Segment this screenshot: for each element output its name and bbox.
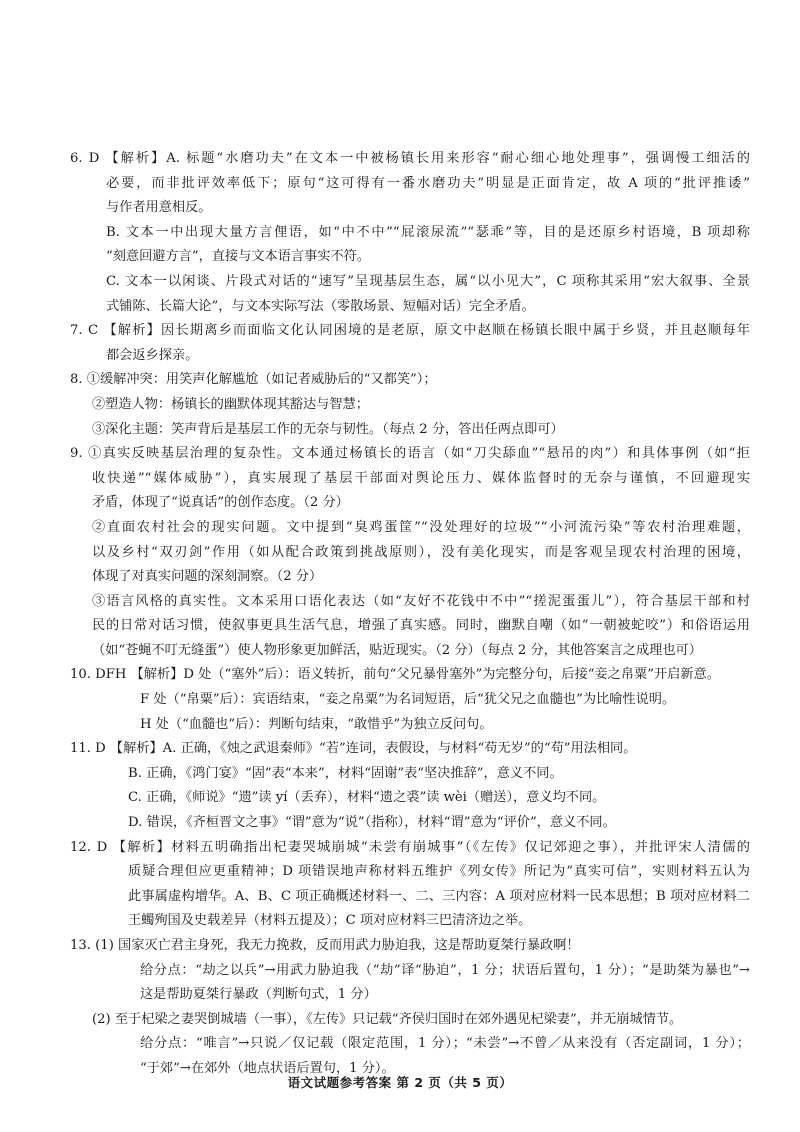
q10-line-1: 10. DFH 【解析】D 处（“塞外”后）：语义转折，前句“父兄暴骨塞外”为完整分句，后接“妾之帛粟”开启新意。 xyxy=(70,667,720,683)
q11-line-3: C. 正确，《师说》“遗”读 yí（丢弃），材料“遗之裘”读 wèi（赠送），意义均不同。 xyxy=(128,790,606,806)
q6-line-1: 6. D 【解析】A. 标题“水磨功夫”在文本一中被杨镇长用来形容“耐心细心地处理事”，强调慢工细活的 xyxy=(70,151,750,166)
q9-line-1: 9. ①真实反映基层治理的复杂性。文本通过杨镇长的语言（如“刀尖舔血”“悬吊的肉”）和具体事例（如“拒 xyxy=(70,446,750,462)
q8-line-2: ②塑造人物：杨镇长的幽默体现其豁达与智慧； xyxy=(92,396,369,412)
q6-line-2: 必要，而非批评效率低下；原句“这可得有一番水磨功夫”明显是正面肯定，故 A 项的“批评推诿” xyxy=(106,175,750,191)
q12-line-3: 此事属虚构增华。A、B、C 项正确概述材料一、二、三内容：A 项对应材料一民本思想；B 项对应材料二 xyxy=(128,888,750,904)
q6-option-c-line-1: C. 文本一以闲谈、片段式对话的“速写”呈现基层生态，属“以小见大”，C 项称其采用“宏大叙事、全景 xyxy=(106,273,750,289)
q6-line-3: 与作者用意相反。 xyxy=(106,200,212,216)
q10-line-2: F 处（“帛粟”后）：宾语结束，“妾之帛粟”为名词短语，后“犹父兄之血髓也”为比喻性说明。 xyxy=(140,692,676,708)
q9-line-2: 收快递”“媒体威胁”），真实展现了基层干部面对舆论压力、媒体监督时的无奈与谨慎，不回避现实 xyxy=(92,470,750,486)
q12-line-4: 王蠋殉国及史载差异（材料五提及）；C 项对应材料三巴清济边之举。 xyxy=(128,913,532,929)
q6-option-b-line-2: “刻意回避方言”，直接与文本语言事实不符。 xyxy=(106,249,371,265)
q7-line-2: 都会返乡探亲。 xyxy=(106,347,199,363)
q12-line-2: 质疑合理但应更重精神；D 项错误地声称材料五维护《列女传》所记为“真实可信”，实则材料五认为 xyxy=(128,864,750,880)
q9-line-5: 以及乡村“双刃剑”作用（如从配合政策到挑战原则），没有美化现实，而是客观呈现农村治理的困境， xyxy=(92,544,750,560)
page-footer: 语文试题参考答案 第 2 页（共 5 页） xyxy=(287,1075,513,1090)
q9-line-3: 矛盾，体现了“说真话”的创作态度。（2 分） xyxy=(92,495,349,511)
q6-option-b-line-1: B. 文本一中出现大量方言俚语，如“中不中”“屁滚尿流”“瑟乖”等，目的是还原乡村语境，B 项却称 xyxy=(106,224,750,240)
q9-line-7: ③语言风格的真实性。文本采用口语化表达（如“友好不花钱中不中”“搓泥蛋蛋儿”），符合基层干部和村 xyxy=(92,593,750,609)
q7-line-1: 7. C 【解析】因长期离乡而面临文化认同困境的是老原，原文中赵顺在杨镇长眼中属于乡贤，并且赵顺每年 xyxy=(70,323,750,339)
q9-line-6: 体现了对真实问题的深刻洞察。（2 分） xyxy=(92,569,323,585)
q10-line-3: H 处（“血髓也”后）：判断句结束，“敢惜乎”为独立反问句。 xyxy=(140,716,493,732)
q12-line-1: 12. D 【解析】材料五明确指出杞妻哭城崩城“未尝有崩城事”（《左传》仅记郊迎之事），并批评宋人清儒的 xyxy=(70,839,750,855)
q11-line-1: 11. D 【解析】A. 正确，《烛之武退秦师》“若”连词，表假设，与材料“苟无岁”的“苟”用法相同。 xyxy=(70,741,637,757)
q13-2-scoring-2: “于郊”→在郊外（地点状语后置句，1 分）。 xyxy=(140,1060,395,1076)
q8-line-1: 8. ①缓解冲突：用笑声化解尴尬（如记者威胁后的“又都笑”）； xyxy=(70,372,437,388)
q6-option-c-line-2: 式铺陈、长篇大论”，与文本实际写法（零散场景、短幅对话）完全矛盾。 xyxy=(106,298,535,314)
q13-1-scoring-1: 给分点：“劫之以兵”→用武力胁迫我（“劫”译“胁迫”，1 分；状语后置句，1 分）；“是助桀为暴也”→ xyxy=(140,962,750,978)
q11-line-2: B. 正确，《鸿门宴》“固”表“本来”，材料“固谢”表“坚决推辞”，意义不同。 xyxy=(128,765,563,781)
q9-line-9: （如“苍蝇不叮无缝蛋”）使人物形象更加鲜活，贴近现实。（2 分）（每点 2 分，其他答案言之成理也可） xyxy=(92,642,702,658)
q13-1-translation: 13. (1) 国家灭亡君主身死，我无力挽救，反而用武力胁迫我，这是帮助夏桀行暴政啊！ xyxy=(70,938,580,953)
q8-line-3: ③深化主题：笑声背后是基层工作的无奈与韧性。（每点 2 分，答出任两点即可） xyxy=(92,421,564,437)
q9-line-4: ②直面农村社会的现实问题。文中提到“臭鸡蛋筐”“没处理好的垃圾”“小河流污染”等农村治理难题， xyxy=(92,519,750,535)
answer-content xyxy=(70,147,750,1082)
q9-line-8: 民的日常对话习惯，使叙事更具生活气息，增强了真实感。同时，幽默自嘲（如“一朝被蛇咬”）和俗语运用 xyxy=(92,618,750,634)
q13-1-scoring-2: 这是帮助夏桀行暴政（判断句式，1 分） xyxy=(140,987,377,1003)
q13-2-translation: (2) 至于杞梁之妻哭倒城墙（一事），《左传》只记载“齐侯归国时在郊外遇见杞梁妻”，并无崩城情节。 xyxy=(92,1011,683,1027)
q13-2-scoring-1: 给分点：“唯言”→只说／仅记载（限定范围，1 分）；“未尝”→不曾／从来没有（否定副词，1 分）； xyxy=(140,1036,750,1052)
q11-line-4: D. 错误，《齐桓晋文之事》“谓”意为“说”（指称），材料“谓”意为“评价”，意义不同。 xyxy=(128,815,616,831)
